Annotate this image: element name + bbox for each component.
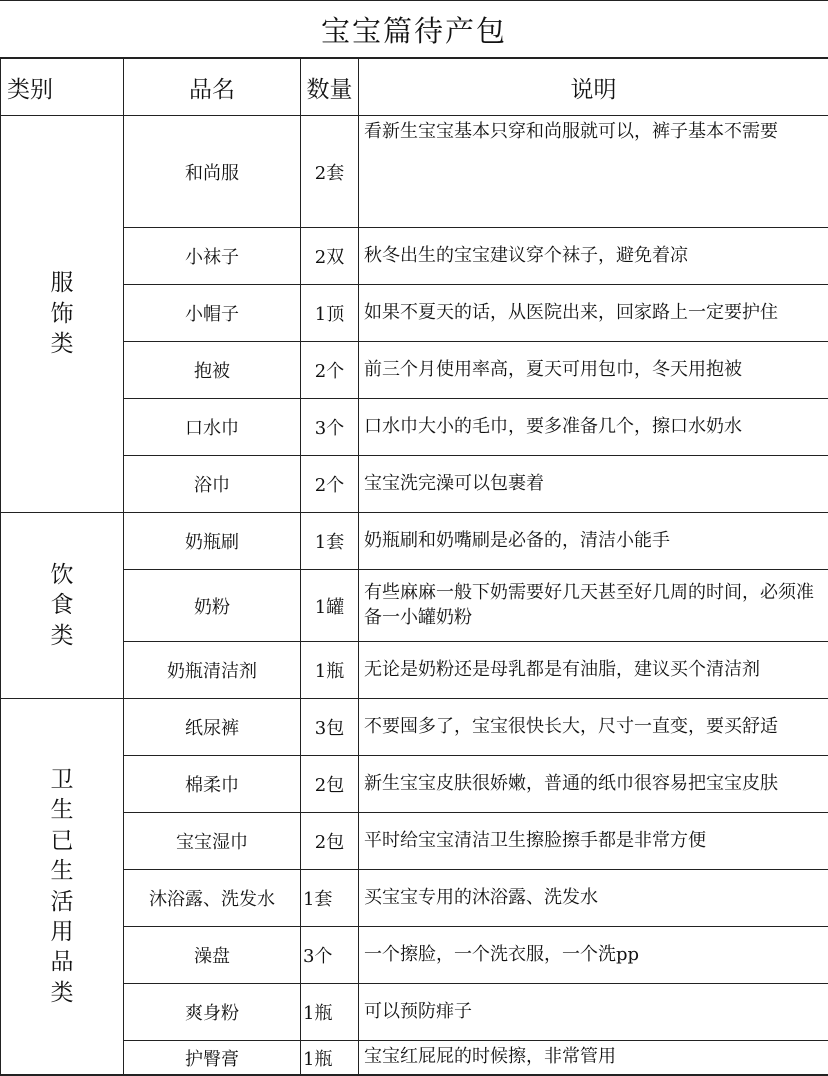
item-name: 棉柔巾 [124, 756, 301, 813]
item-description: 一个擦脸，一个洗衣服，一个洗pp [359, 927, 828, 984]
item-description: 宝宝红屁屁的时候擦，非常管用 [359, 1041, 828, 1075]
item-quantity: 2包 [301, 813, 359, 870]
item-name: 小帽子 [124, 285, 301, 342]
item-description: 前三个月使用率高，夏天可用包巾，冬天用抱被 [359, 342, 828, 399]
item-quantity: 2包 [301, 756, 359, 813]
table-row [1, 927, 828, 984]
item-description: 口水巾大小的毛巾，要多准备几个，擦口水奶水 [359, 399, 828, 456]
item-name: 纸尿裤 [124, 699, 301, 756]
table-row [1, 699, 828, 756]
table-row [1, 342, 828, 399]
table-row [1, 984, 828, 1041]
item-description: 奶瓶刷和奶嘴刷是必备的，清洁小能手 [359, 513, 828, 570]
item-name: 奶瓶清洁剂 [124, 642, 301, 699]
item-description: 可以预防痱子 [359, 984, 828, 1041]
category-cell-hygiene: 卫生已生活用品类 [1, 699, 124, 1075]
table-row [1, 813, 828, 870]
item-description: 秋冬出生的宝宝建议穿个袜子，避免着凉 [359, 228, 828, 285]
header-quantity: 数量 [301, 59, 359, 116]
table-row [1, 513, 828, 570]
item-description: 看新生宝宝基本只穿和尚服就可以，裤子基本不需要 [359, 116, 828, 228]
table-row [1, 456, 828, 513]
item-quantity: 3个 [301, 399, 359, 456]
table-row [1, 570, 828, 642]
item-quantity: 2个 [301, 456, 359, 513]
item-description: 买宝宝专用的沐浴露、洗发水 [359, 870, 828, 927]
checklist-table [0, 58, 828, 1075]
item-name: 奶粉 [124, 570, 301, 642]
item-description: 无论是奶粉还是母乳都是有油脂，建议买个清洁剂 [359, 642, 828, 699]
item-quantity: 1套 [301, 513, 359, 570]
item-description: 有些麻麻一般下奶需要好几天甚至好几周的时间，必须准备一小罐奶粉 [359, 570, 828, 642]
header-row [1, 59, 828, 116]
table-row [1, 399, 828, 456]
category-cell-clothing: 服饰类 [1, 116, 124, 513]
header-category: 类别 [1, 59, 124, 116]
item-quantity: 1罐 [301, 570, 359, 642]
item-description: 新生宝宝皮肤很娇嫩，普通的纸巾很容易把宝宝皮肤 [359, 756, 828, 813]
table-row [1, 870, 828, 927]
item-name: 抱被 [124, 342, 301, 399]
item-quantity: 1顶 [301, 285, 359, 342]
item-quantity: 2个 [301, 342, 359, 399]
item-description: 宝宝洗完澡可以包裹着 [359, 456, 828, 513]
item-name: 爽身粉 [124, 984, 301, 1041]
item-name: 小袜子 [124, 228, 301, 285]
page-title: 宝宝篇待产包 [0, 0, 828, 58]
item-name: 澡盘 [124, 927, 301, 984]
item-name: 宝宝湿巾 [124, 813, 301, 870]
table-row [1, 1041, 828, 1075]
item-name: 护臀膏 [124, 1041, 301, 1075]
item-quantity: 3包 [301, 699, 359, 756]
item-description: 如果不夏天的话，从医院出来，回家路上一定要护住 [359, 285, 828, 342]
item-name: 奶瓶刷 [124, 513, 301, 570]
item-quantity: 1瓶 [301, 1041, 359, 1075]
table-row [1, 756, 828, 813]
item-name: 浴巾 [124, 456, 301, 513]
header-description: 说明 [359, 59, 828, 116]
item-quantity: 1套 [301, 870, 359, 927]
item-quantity: 1瓶 [301, 642, 359, 699]
item-description: 平时给宝宝清洁卫生擦脸擦手都是非常方便 [359, 813, 828, 870]
table-row [1, 228, 828, 285]
item-description: 不要囤多了，宝宝很快长大，尺寸一直变，要买舒适 [359, 699, 828, 756]
table-row [1, 116, 828, 228]
item-name: 沐浴露、洗发水 [124, 870, 301, 927]
item-quantity: 3个 [301, 927, 359, 984]
category-cell-food: 饮食类 [1, 513, 124, 699]
table-row [1, 642, 828, 699]
item-quantity: 2双 [301, 228, 359, 285]
item-quantity: 2套 [301, 116, 359, 228]
item-name: 口水巾 [124, 399, 301, 456]
header-name: 品名 [124, 59, 301, 116]
item-quantity: 1瓶 [301, 984, 359, 1041]
table-row [1, 285, 828, 342]
item-name: 和尚服 [124, 116, 301, 228]
